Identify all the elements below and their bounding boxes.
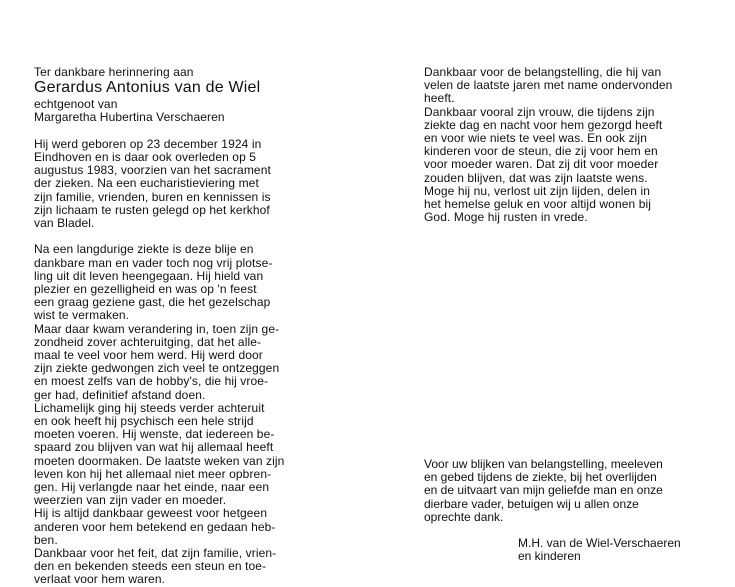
text-line: maal te veel voor hem werd. Hij werd door: [34, 348, 263, 363]
text-line: het hemelse geluk en voor altijd wonen bij: [424, 197, 652, 212]
text-line: wist te vermaken.: [34, 308, 130, 323]
text-line: augustus 1983, voorzien van het sacrament: [34, 163, 271, 178]
text-line: en voor wie niets te veel was. En ook zijn: [424, 131, 647, 146]
life-paragraph: [34, 243, 374, 586]
signature-family: en kinderen: [518, 549, 581, 564]
text-line: weerzien van zijn vader en moeder.: [34, 493, 227, 508]
text-line: zijn lichaam te rusten gelegd op het kerkhof: [34, 202, 270, 217]
text-line: Hij werd geboren op 23 december 1924 in: [34, 136, 262, 151]
text-line: ger had, definitief afstand doen.: [34, 387, 206, 402]
text-line: plezier en gezelligheid en was op 'n feest: [34, 282, 257, 297]
text-line: heeft.: [424, 91, 455, 106]
right-column: [424, 66, 724, 224]
text-line: God. Moge hij rusten in vrede.: [424, 210, 588, 225]
text-line: spaard zou blijven van wat hij allemaal heeft: [34, 440, 274, 455]
text-line: Dankbaar voor de belangstelling, die hij van: [424, 65, 662, 79]
text-line: gen. Hij verlangde naar het einde, naar een: [34, 480, 270, 495]
spouse-label: echtgenoot van: [34, 97, 118, 112]
text-line: velen de laatste jaren met name ondervonden: [424, 78, 673, 93]
text-line: Moge hij nu, verlost uit zijn lijden, delen in: [424, 183, 651, 198]
signature-name: M.H. van de Wiel-Verschaeren: [518, 536, 681, 551]
deceased-name: Gerardus Antonius van de Wiel: [34, 79, 261, 97]
text-line: der zieken. Na een eucharistieviering met: [34, 176, 259, 191]
text-line: dierbare vader, betuigen wij u allen onze: [424, 496, 639, 511]
thanks-block: [424, 458, 724, 563]
text-line: en de uitvaart van mijn geliefde man en onze: [424, 483, 663, 498]
text-line: anderen voor hem betekend en gedaan heb-: [34, 519, 276, 534]
left-column: [34, 66, 374, 587]
text-line: zijn ziekte gedwongen zich veel te ontzeggen: [34, 361, 280, 376]
text-line: moeten voeren. Hij wenste, dat iedereen be-: [34, 427, 275, 442]
text-line: verlaat voor hem waren.: [34, 572, 166, 587]
text-line: zondheid zover achteruitging, dat het alle-: [34, 334, 262, 349]
text-line: een graag geziene gast, die het gezelschap: [34, 295, 271, 310]
text-line: en moest zelfs van de hobby's, die hij vroe-: [34, 374, 269, 389]
text-line: Dankbaar voor het feit, dat zijn familie, vrien-: [34, 546, 277, 561]
text-line: Maar daar kwam verandering in, toen zijn ge-: [34, 321, 280, 336]
text-line: van Bladel.: [34, 216, 95, 231]
thanks-paragraph: [424, 458, 724, 524]
intro-text: Ter dankbare herinnering aan: [34, 65, 194, 79]
text-line: Lichamelijk ging hij steeds verder achteruit: [34, 400, 265, 415]
text-line: en gebed tijdens de ziekte, bij het overlijden: [424, 470, 657, 485]
spouse-name: Margaretha Hubertina Verschaeren: [34, 110, 225, 125]
text-line: zouden blijven, dat was zijn laatste wens.: [424, 170, 648, 185]
text-line: Eindhoven en is daar ook overleden op 5: [34, 150, 257, 164]
text-line: Na een langdurige ziekte is deze blije en: [34, 242, 254, 257]
spacer: [34, 125, 374, 138]
text-line: kinderen voor de steun, die zij voor hem en: [424, 144, 658, 159]
text-line: moeten doormaken. De laatste weken van zijn: [34, 453, 285, 468]
text-line: leven kon hij het allemaal niet meer opbren-: [34, 466, 272, 481]
text-line: ziekte dag en nacht voor hem gezorgd heeft: [424, 117, 663, 132]
text-line: dankbare man en vader toch nog vrij plotse-: [34, 255, 273, 270]
biography-paragraph: [34, 138, 374, 230]
text-line: voor moeder waren. Dat zij dit voor moeder: [424, 157, 659, 172]
text-line: Voor uw blijken van belangstelling, meeleven: [424, 457, 663, 471]
text-line: ling uit dit leven heengegaan. Hij hield van: [34, 268, 264, 283]
text-line: en ook heeft hij psychisch een hele strijd: [34, 414, 254, 429]
text-line: ben.: [34, 532, 58, 547]
gratitude-paragraph: [424, 66, 724, 224]
text-line: zijn familie, vrienden, buren en kennissen is: [34, 189, 271, 204]
text-line: Hij is altijd dankbaar geweest voor hetgeen: [34, 506, 268, 521]
text-line: oprechte dank.: [424, 509, 504, 524]
text-line: den en bekenden steeds een steun en toe-: [34, 559, 267, 574]
signature: [518, 537, 724, 563]
text-line: Dankbaar vooral zijn vrouw, die tijdens zijn: [424, 104, 655, 119]
